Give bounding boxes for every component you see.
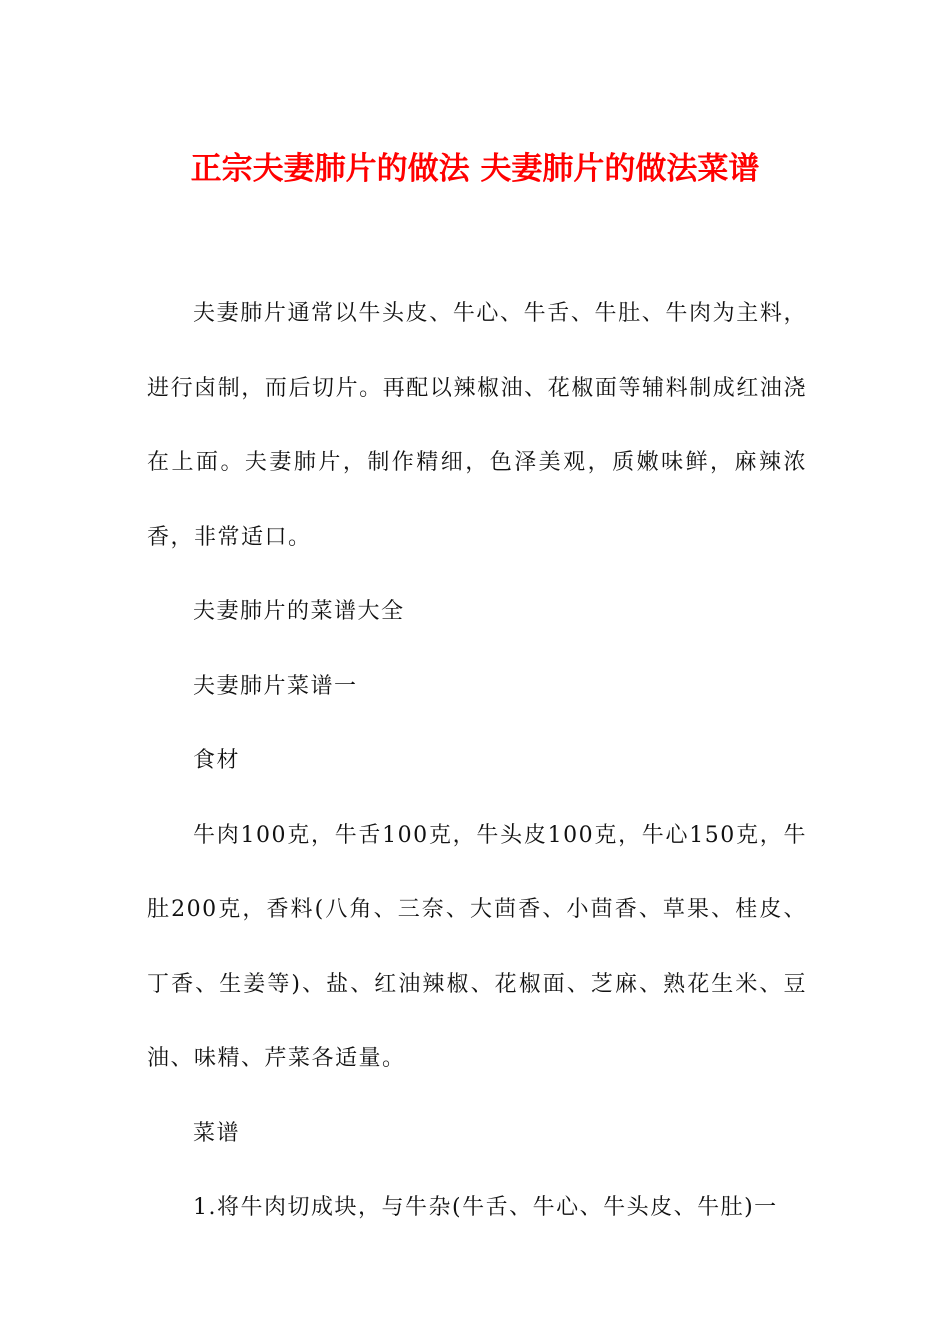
document-title: 正宗夫妻肺片的做法 夫妻肺片的做法菜谱 [190,151,760,187]
paragraph-ingredients: 牛肉100克，牛舌100克，牛头皮100克，牛心150克，牛肚200克，香料(八角、三奈、大茴香、小茴香、草果、桂皮、丁香、生姜等)、盐、红油辣椒、花椒面、芝麻、熟花生米、豆油、味精、芹菜各适量。 [147,822,807,1071]
document-body [147,277,807,1246]
heading-recipe-one: 夫妻肺片菜谱一 [193,673,358,699]
heading-recipe-collection: 夫妻肺片的菜谱大全 [193,599,405,624]
paragraph-intro: 夫妻肺片通常以牛头皮、牛心、牛舌、牛肚、牛肉为主料，进行卤制，而后切片。再配以辣椒油、花椒面等辅料制成红油浇在上面。夫妻肺片，制作精细，色泽美观，质嫩味鲜，麻辣浓香，非常适口。 [147,301,807,550]
paragraph-step-1: 1.将牛肉切成块，与牛杂(牛舌、牛心、牛头皮、牛肚)一 [193,1195,778,1220]
heading-ingredients: 食材 [193,748,241,773]
heading-steps: 菜谱 [193,1120,241,1146]
